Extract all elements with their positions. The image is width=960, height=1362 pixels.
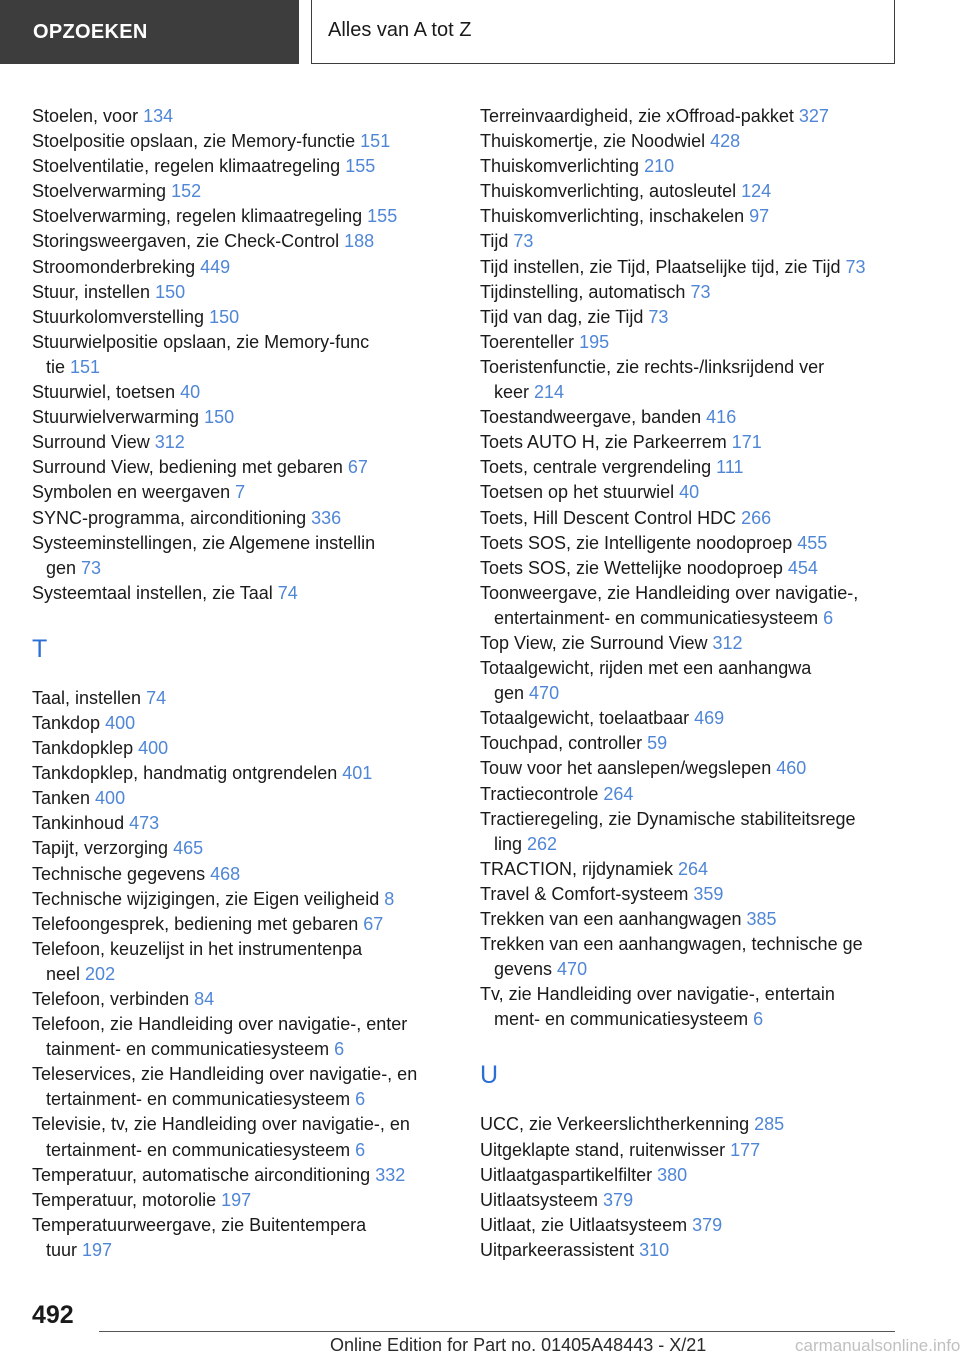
index-page-link[interactable]: 74 (146, 687, 167, 708)
index-page-link[interactable]: 73 (690, 281, 711, 302)
index-entry-term: Tapijt, verzorging (32, 838, 174, 859)
index-entry-term: Tijd instellen, zie Tijd, Plaatselijke tijd, zie Tijd (480, 256, 846, 277)
index-entry (480, 807, 900, 857)
index-entry (480, 430, 900, 455)
index-entry-term-continued: tuur (46, 1239, 83, 1260)
index-entry (480, 229, 900, 254)
index-column-left (32, 104, 462, 1263)
index-entry-term: Tijd (480, 231, 514, 252)
index-entry (480, 1163, 900, 1188)
index-page-link[interactable]: 150 (204, 407, 235, 428)
section-tab: OPZOEKEN (0, 0, 299, 64)
index-entry (32, 912, 462, 937)
index-entry (32, 255, 462, 280)
index-entry-term: Telefoon, keuzelijst in het instrumentenpa (32, 938, 363, 959)
index-entry-term: Stuurwielpositie opslaan, zie Memory-func (32, 331, 370, 352)
index-entry-term: Telefoongesprek, bediening met gebaren (32, 913, 364, 934)
index-page-link[interactable]: 428 (710, 131, 741, 152)
index-entry (32, 380, 462, 405)
index-entry (480, 255, 900, 280)
index-entry-term: Tv, zie Handleiding over navigatie-, entertain (480, 984, 835, 1005)
index-entry (32, 836, 462, 861)
watermark: carmanualsonline.info (795, 1336, 960, 1355)
index-page-link[interactable]: 152 (171, 181, 202, 202)
index-entry-term: Tanken (32, 788, 96, 809)
index-page-link[interactable]: 400 (105, 712, 136, 733)
index-entry-term: Stoelverwarming, regelen klimaatregeling (32, 206, 368, 227)
index-entry-term: Stuurkolomverstelling (32, 306, 210, 327)
index-entry (480, 882, 900, 907)
index-entry (32, 405, 462, 430)
index-page-link[interactable]: 155 (345, 156, 376, 177)
index-page-link[interactable]: 264 (603, 783, 634, 804)
index-page-link[interactable]: 197 (82, 1239, 113, 1260)
index-entry (32, 1012, 462, 1062)
index-entry (480, 782, 900, 807)
index-column-right (480, 104, 900, 1263)
index-page-link[interactable]: 400 (138, 738, 169, 759)
index-entry (480, 129, 900, 154)
index-entry-term-continued: ment- en communicatiesysteem (494, 1009, 754, 1030)
index-entry-term-continued: entertainment- en communicatiesysteem (494, 607, 824, 628)
index-entry-term: Stroomonderbreking (32, 256, 201, 277)
index-entry-term: Toestandweergave, banden (480, 407, 707, 428)
index-entry (480, 731, 900, 756)
index-entry-term: UCC, zie Verkeerslichtherkenning (480, 1114, 755, 1135)
index-page-link[interactable]: 59 (647, 733, 668, 754)
index-page-link[interactable]: 111 (716, 457, 744, 478)
index-entry (480, 932, 900, 982)
index-entry-term: Toets AUTO H, zie Parkeerrem (480, 432, 732, 453)
index-entry (32, 887, 462, 912)
index-entry (480, 982, 900, 1032)
index-entry-term: Totaalgewicht, toelaatbaar (480, 708, 695, 729)
index-entry-term: Televisie, tv, zie Handleiding over navigatie-, en (32, 1114, 410, 1135)
index-page-link[interactable]: 151 (360, 131, 391, 152)
index-page-link[interactable]: 401 (342, 763, 373, 784)
index-page-link[interactable]: 202 (85, 963, 116, 984)
index-page-link[interactable]: 197 (221, 1189, 252, 1210)
index-entry-term: Uitgeklapte stand, ruitenwisser (480, 1139, 731, 1160)
index-entry-term: Totaalgewicht, rijden met een aanhangwa (480, 658, 812, 679)
index-letter-heading: U (480, 1061, 499, 1090)
index-page-link[interactable]: 470 (529, 683, 560, 704)
index-entry-term: Uitlaatsysteem (480, 1189, 604, 1210)
index-entry-term: Surround View, bediening met gebaren (32, 457, 348, 478)
index-page-link[interactable]: 40 (679, 482, 700, 503)
index-page-link[interactable]: 124 (741, 181, 772, 202)
index-entry (32, 204, 462, 229)
index-entry-term: Toonweergave, zie Handleiding over navigatie-, (480, 582, 859, 603)
index-page-link[interactable]: 468 (210, 863, 241, 884)
index-entry-term: Stoelpositie opslaan, zie Memory-functie (32, 131, 361, 152)
page-header (0, 0, 960, 66)
index-entry (32, 506, 462, 531)
index-entry (480, 907, 900, 932)
index-entry (480, 480, 900, 505)
index-page-link[interactable]: 266 (741, 507, 772, 528)
index-entry-term-continued: tie (46, 356, 71, 377)
index-page-link[interactable]: 73 (845, 256, 866, 277)
index-page-link[interactable]: 416 (706, 407, 737, 428)
index-page-link[interactable]: 312 (712, 632, 743, 653)
index-entry-term: Stoelverwarming (32, 181, 172, 202)
index-entry-term: Toets, centrale vergrendeling (480, 457, 717, 478)
index-page-link[interactable]: 6 (355, 1139, 366, 1160)
index-entry (32, 1163, 462, 1188)
index-entry (480, 1112, 900, 1137)
index-entry (32, 1062, 462, 1112)
index-entry (480, 706, 900, 731)
index-entry-term: Tankdopklep, handmatig ontgrendelen (32, 763, 343, 784)
index-page-link[interactable]: 465 (173, 838, 204, 859)
index-entry-term: Touw voor het aanslepen/wegslepen (480, 758, 777, 779)
index-page-link[interactable]: 359 (693, 883, 724, 904)
index-page-link[interactable]: 151 (70, 356, 101, 377)
index-entry (480, 1213, 900, 1238)
index-entry (32, 305, 462, 330)
index-entry (480, 656, 900, 706)
index-entry (480, 1238, 900, 1263)
index-entry-term: Uitparkeerassistent (480, 1239, 640, 1260)
index-entry-term: Technische wijzigingen, zie Eigen veiligheid (32, 888, 385, 909)
index-letter-heading: T (32, 634, 48, 663)
index-page-link[interactable]: 150 (209, 306, 240, 327)
index-entry (480, 154, 900, 179)
index-entry-term: Thuiskomverlichting, autosleutel (480, 181, 742, 202)
index-page-link[interactable]: 449 (200, 256, 231, 277)
footer-divider (99, 1331, 895, 1332)
index-entry-term: Thuiskomverlichting, inschakelen (480, 206, 750, 227)
index-entry (32, 1188, 462, 1213)
index-entry-term: Toets, Hill Descent Control HDC (480, 507, 742, 528)
index-entry-term: Temperatuur, automatische airconditioning (32, 1164, 376, 1185)
index-entry (32, 811, 462, 836)
index-entry-term: Telefoon, zie Handleiding over navigatie-, enter (32, 1014, 408, 1035)
index-entry (480, 330, 900, 355)
index-entry-term: Tankinhoud (32, 813, 130, 834)
index-entry-term: Travel & Comfort-systeem (480, 883, 694, 904)
index-entry-term: TRACTION, rijdynamiek (480, 858, 679, 879)
index-page-link[interactable]: 470 (557, 959, 588, 980)
index-entry (32, 330, 462, 380)
index-page-link[interactable]: 210 (644, 156, 675, 177)
index-page-link[interactable]: 264 (678, 858, 709, 879)
index-entry-term: Touchpad, controller (480, 733, 648, 754)
index-entry-term-continued: gen (46, 557, 82, 578)
index-page-link[interactable]: 6 (355, 1089, 366, 1110)
index-page-link[interactable]: 150 (155, 281, 186, 302)
edition-note: Online Edition for Part no. 01405A48443 - X/21 (330, 1335, 707, 1355)
index-entry-term: Toets SOS, zie Intelligente noodoproep (480, 532, 798, 553)
index-entry-term: Tractieregeling, zie Dynamische stabiliteitsrege (480, 808, 856, 829)
index-page-link[interactable]: 7 (235, 482, 246, 503)
index-entry (32, 761, 462, 786)
index-page-link[interactable]: 327 (798, 106, 829, 126)
index-page-link[interactable]: 171 (731, 432, 762, 453)
index-entry (32, 280, 462, 305)
index-entry-term: Thuiskomverlichting (480, 156, 645, 177)
index-entry-term: Systeeminstellingen, zie Algemene instellin (32, 532, 376, 553)
index-page-link[interactable]: 400 (95, 788, 126, 809)
index-entry (480, 1188, 900, 1213)
index-page-link[interactable]: 332 (375, 1164, 406, 1185)
index-entry (480, 531, 900, 556)
index-entry-term: Trekken van een aanhangwagen, technische ge (480, 934, 863, 955)
index-page-link[interactable]: 8 (384, 888, 395, 909)
index-entry-term: Tijdinstelling, automatisch (480, 281, 691, 302)
index-entry-term: Toeristenfunctie, zie rechts-/linksrijdend ver (480, 356, 825, 377)
index-entry (480, 1138, 900, 1163)
index-entry (32, 430, 462, 455)
index-entry-term: Systeemtaal instellen, zie Taal (32, 582, 278, 603)
index-entry (32, 480, 462, 505)
index-entry-term: Terreinvaardigheid, zie xOffroad-pakket (480, 106, 799, 126)
index-page-link[interactable]: 310 (639, 1239, 670, 1260)
index-page-link[interactable]: 473 (129, 813, 160, 834)
index-entry-term: Trekken van een aanhangwagen (480, 909, 747, 929)
index-entry (32, 104, 462, 129)
index-entry-term: Temperatuurweergave, zie Buitentempera (32, 1214, 367, 1235)
index-entry (32, 786, 462, 811)
index-page-link[interactable]: 379 (692, 1214, 723, 1235)
index-entry-term-continued: keer (494, 382, 535, 403)
index-page-link[interactable]: 177 (730, 1139, 761, 1160)
index-page-link[interactable]: 6 (823, 607, 834, 628)
index-entry (480, 631, 900, 656)
index-entry (32, 179, 462, 204)
index-page-link[interactable]: 97 (749, 206, 770, 227)
index-page-link[interactable]: 214 (534, 382, 565, 403)
index-entry-term: Technische gegevens (32, 863, 211, 884)
chapter-title: Alles van A tot Z (311, 0, 895, 64)
index-entry (480, 556, 900, 581)
index-page-link[interactable]: 455 (797, 532, 828, 553)
index-entry-term: SYNC-programma, airconditioning (32, 507, 312, 528)
index-entry-term-continued: tertainment- en communicatiesysteem (46, 1139, 356, 1160)
index-entry (32, 531, 462, 581)
index-entry-term: Thuiskomertje, zie Noodwiel (480, 131, 711, 152)
index-entry (480, 179, 900, 204)
index-entry (32, 1213, 462, 1263)
index-entry-term-continued: ling (494, 833, 528, 854)
index-entry (480, 104, 900, 129)
index-entry-term: Storingsweergaven, zie Check-Control (32, 231, 345, 252)
index-entry-term: Tankdopklep (32, 738, 139, 759)
index-page-link[interactable]: 40 (180, 382, 201, 403)
index-entry (480, 305, 900, 330)
index-entry-term: Stuurwiel, toetsen (32, 382, 181, 403)
index-entry (32, 711, 462, 736)
index-page-link[interactable]: 6 (753, 1009, 764, 1030)
index-page-link[interactable]: 67 (347, 457, 368, 478)
index-page-link[interactable]: 285 (754, 1114, 785, 1135)
index-entry (32, 987, 462, 1012)
index-entry-term: Teleservices, zie Handleiding over navigatie-, en (32, 1064, 418, 1085)
index-entry-term: Surround View (32, 432, 155, 453)
index-page-link[interactable]: 134 (143, 106, 174, 126)
index-entry-term-continued: gevens (494, 959, 558, 980)
index-page-link[interactable]: 385 (746, 909, 777, 929)
index-entry-term: Toets SOS, zie Wettelijke noodoproep (480, 557, 788, 578)
index-entry-term: Toetsen op het stuurwiel (480, 482, 680, 503)
index-entry-term-continued: neel (46, 963, 86, 984)
index-entry (32, 229, 462, 254)
index-page-link[interactable]: 460 (776, 758, 807, 779)
index-entry-term-continued: gen (494, 683, 530, 704)
index-entry (480, 857, 900, 882)
index-page-link[interactable]: 469 (694, 708, 725, 729)
index-entry (32, 154, 462, 179)
index-entry (480, 506, 900, 531)
index-entry (480, 355, 900, 405)
index-entry-term: Temperatuur, motorolie (32, 1189, 222, 1210)
index-page-link[interactable]: 73 (81, 557, 102, 578)
index-entry (480, 455, 900, 480)
index-entry-term: Stuurwielverwarming (32, 407, 205, 428)
index-entry-term: Telefoon, verbinden (32, 989, 195, 1009)
index-entry-term: Taal, instellen (32, 687, 147, 708)
index-entry-term: Tijd van dag, zie Tijd (480, 306, 649, 327)
index-page-link[interactable]: 188 (344, 231, 375, 252)
index-entry (32, 129, 462, 154)
index-entry (32, 581, 462, 606)
index-entry (32, 736, 462, 761)
index-entry (480, 204, 900, 229)
index-entry-term: Uitlaatgaspartikelfilter (480, 1164, 658, 1185)
index-page-link[interactable]: 155 (367, 206, 398, 227)
page-number: 492 (32, 1301, 74, 1329)
index-page-link[interactable]: 6 (334, 1039, 345, 1060)
index-page-link[interactable]: 84 (194, 989, 215, 1009)
index-entry-term: Tractiecontrole (480, 783, 604, 804)
index-entry (480, 581, 900, 631)
index-entry (32, 937, 462, 987)
index-page-link[interactable]: 380 (657, 1164, 688, 1185)
index-page-link[interactable]: 379 (603, 1189, 634, 1210)
index-entry-term: Symbolen en weergaven (32, 482, 236, 503)
index-entry-term: Uitlaat, zie Uitlaatsysteem (480, 1214, 693, 1235)
index-page-link[interactable]: 67 (363, 913, 384, 934)
index-entry-term-continued: tertainment- en communicatiesysteem (46, 1089, 356, 1110)
index-page-link[interactable]: 73 (513, 231, 534, 252)
index-page-link[interactable]: 195 (579, 331, 610, 352)
index-page-link[interactable]: 336 (311, 507, 342, 528)
index-entry (480, 756, 900, 781)
index-entry-term: Stoelen, voor (32, 106, 144, 126)
index-entry-term: Stuur, instellen (32, 281, 156, 302)
index-page-link[interactable]: 73 (648, 306, 669, 327)
index-entry-term: Top View, zie Surround View (480, 632, 713, 653)
index-entry (480, 280, 900, 305)
index-entry-term: Tankdop (32, 712, 106, 733)
index-entry (32, 686, 462, 711)
index-page-link[interactable]: 74 (277, 582, 298, 603)
index-entry (32, 455, 462, 480)
index-entry-term: Stoelventilatie, regelen klimaatregeling (32, 156, 346, 177)
index-page-link[interactable]: 262 (527, 833, 558, 854)
index-page-link[interactable]: 312 (154, 432, 185, 453)
index-page-link[interactable]: 454 (787, 557, 818, 578)
index-entry (480, 405, 900, 430)
index-entry (32, 862, 462, 887)
index-entry-term: Toerenteller (480, 331, 580, 352)
index-entry (32, 1112, 462, 1162)
index-entry-term-continued: tainment- en communicatiesysteem (46, 1039, 335, 1060)
